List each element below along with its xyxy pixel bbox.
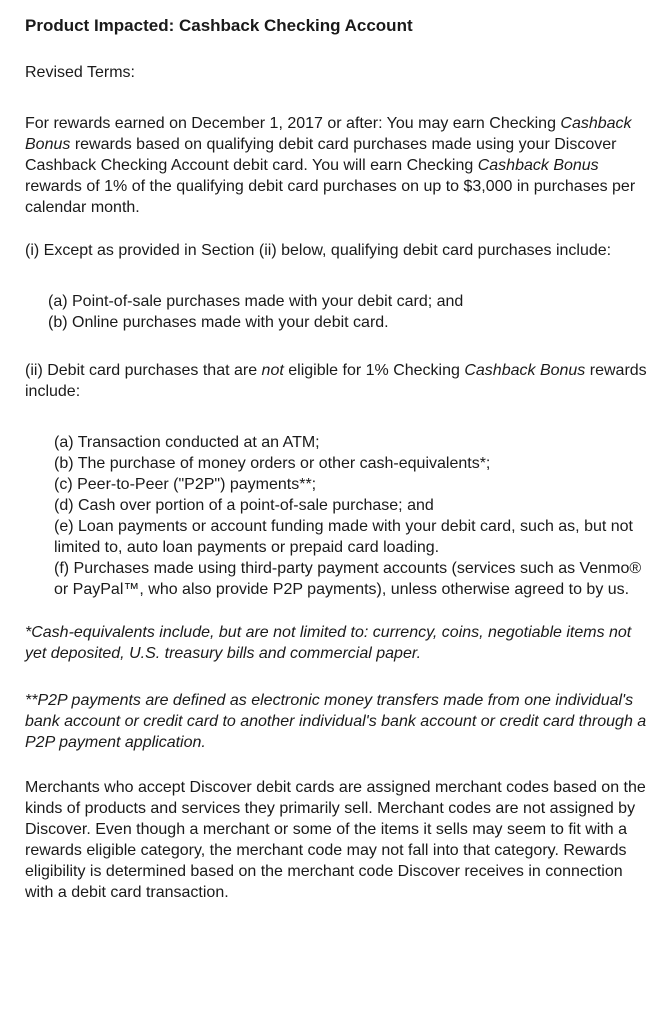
intro-emphasis-2: Cashback Bonus bbox=[477, 157, 599, 174]
list-item: (d) Cash over portion of a point-of-sale purchase; and bbox=[54, 497, 434, 514]
section-ii-paragraph bbox=[25, 360, 651, 402]
merchant-codes-paragraph: Merchants who accept Discover debit cards are assigned merchant codes based on the kinds of products and services they primarily sell. Merchant codes are not assigned by Discover. Even though a merchant or some of the items it sells may seem to fit with a rewards eligible category, the merchant code may not fall into that category. Rewards eligibility is determined based on the merchant code Discover receives in connection with a debit card transaction. bbox=[25, 779, 646, 901]
list-item: (c) Peer-to-Peer ("P2P") payments**; bbox=[54, 476, 317, 493]
list-item: (b) Online purchases made with your debit card. bbox=[48, 314, 389, 331]
excluded-purchases-list bbox=[25, 432, 651, 600]
cash-equivalents-footnote: *Cash-equivalents include, but are not limited to: currency, coins, negotiable items not yet deposited, U.S. treasury bills and commercial paper. bbox=[25, 624, 632, 662]
section-ii-emphasis-2: Cashback Bonus bbox=[464, 362, 586, 379]
section-ii-text-3: rewards include: bbox=[25, 362, 647, 400]
revised-terms-label: Revised Terms: bbox=[25, 64, 135, 81]
intro-text-1: For rewards earned on December 1, 2017 or after: You may earn Checking bbox=[25, 115, 561, 132]
intro-emphasis-1: Cashback Bonus bbox=[25, 115, 632, 153]
list-item: (e) Loan payments or account funding made with your debit card, such as, but not limited to, auto loan payments or prepaid card loading. bbox=[54, 518, 633, 556]
list-item: (f) Purchases made using third-party payment accounts (services such as Venmo® or PayPal™, who also provide P2P payments), unless otherwise agreed to by us. bbox=[54, 560, 642, 598]
section-ii-text-2: eligible for 1% Checking bbox=[283, 362, 465, 379]
intro-paragraph bbox=[25, 113, 651, 218]
intro-text-2: rewards based on qualifying debit card purchases made using your Discover Cashback Checking Account debit card. You will earn Checking bbox=[25, 136, 617, 174]
section-i-paragraph: (i) Except as provided in Section (ii) below, qualifying debit card purchases include: bbox=[25, 242, 612, 259]
list-item: (a) Transaction conducted at an ATM; bbox=[54, 434, 320, 451]
section-ii-emphasis-1: not bbox=[261, 362, 284, 379]
p2p-footnote: **P2P payments are defined as electronic money transfers made from one individual's bank account or credit card to another individual's bank account or credit card through a P2P payment application. bbox=[25, 692, 647, 751]
qualifying-purchases-list bbox=[25, 291, 651, 333]
section-ii-text-1: (ii) Debit card purchases that are bbox=[25, 362, 262, 379]
intro-text-3: rewards of 1% of the qualifying debit card purchases on up to $3,000 in purchases per calendar month. bbox=[25, 178, 636, 216]
list-item: (b) The purchase of money orders or other cash-equivalents*; bbox=[54, 455, 491, 472]
product-heading: Product Impacted: Cashback Checking Account bbox=[25, 16, 413, 35]
list-item: (a) Point-of-sale purchases made with your debit card; and bbox=[48, 293, 464, 310]
